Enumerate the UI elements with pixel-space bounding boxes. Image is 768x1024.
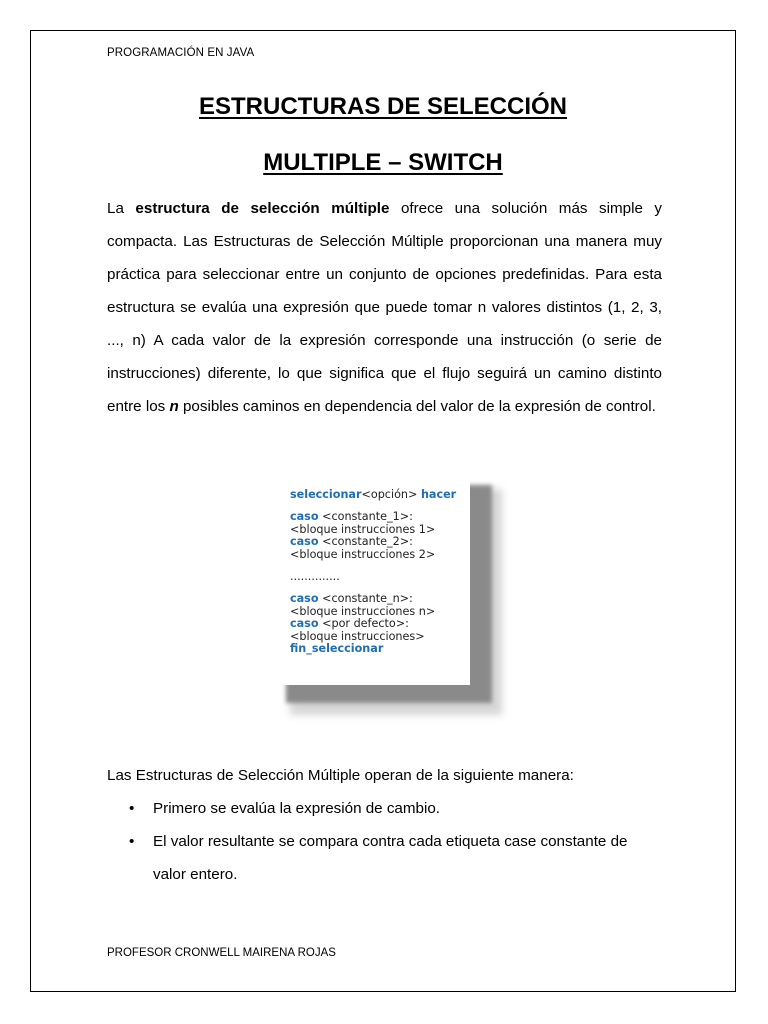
list-item: • El valor resultante se compara contra cada etiqueta case constante de valor entero.: [129, 825, 664, 891]
list-item: • Primero se evalúa la expresión de cambio.: [129, 792, 664, 825]
code-line-footer: fin_seleccionar: [290, 642, 384, 656]
bullet-icon: •: [129, 800, 135, 817]
code-line-header: seleccionar<opción> hacer: [290, 488, 457, 501]
code-line: <bloque instrucciones 1>: [290, 522, 436, 536]
code-line: <bloque instrucciones>: [290, 629, 425, 643]
paragraph-text: La: [107, 200, 136, 217]
code-line: <bloque instrucciones n>: [290, 604, 436, 618]
code-line: <bloque instrucciones 2>: [290, 547, 436, 561]
pseudocode-box: [280, 479, 470, 685]
intro-sentence: Las Estructuras de Selección Múltiple operan de la siguiente manera:: [107, 767, 574, 784]
code-ellipsis: ..............: [290, 570, 340, 584]
page-title: ESTRUCTURAS DE SELECCIÓN: [198, 93, 568, 120]
page-subtitle: MULTIPLE – SWITCH: [263, 149, 503, 176]
bullet-list: [129, 792, 664, 891]
paragraph-bold-term: estructura de selección múltiple: [135, 200, 390, 217]
page-footer: PROFESOR CRONWELL MAIRENA ROJAS: [107, 947, 336, 959]
code-line: caso <constante_n>:: [290, 592, 413, 606]
paragraph-italic-n: n: [169, 398, 179, 415]
body-paragraph: [107, 192, 662, 423]
pseudocode-figure: [280, 479, 502, 717]
bullet-icon: •: [129, 833, 135, 850]
paragraph-text: posibles caminos en dependencia del valor de la expresión de control.: [178, 398, 656, 415]
document-page: [30, 30, 736, 992]
code-line: caso <constante_2>:: [290, 535, 413, 549]
code-line: caso <constante_1>:: [290, 510, 413, 524]
paragraph-text: ofrece una solución más simple y compacta. Las Estructuras de Selección Múltiple proporcionan una manera muy práctica para seleccionar entre un conjunto de opciones predefinidas. Para esta estructura se evalúa una expresión que puede tomar n valores distintos (1, 2, 3, ..., n) A cada valor de la expresión corresponde una instrucción (o serie de instrucciones) diferente, lo que significa que el flujo seguirá un camino distinto entre los: [107, 200, 662, 415]
page-header: PROGRAMACIÓN EN JAVA: [107, 47, 255, 59]
code-line: caso <por defecto>:: [290, 617, 409, 631]
